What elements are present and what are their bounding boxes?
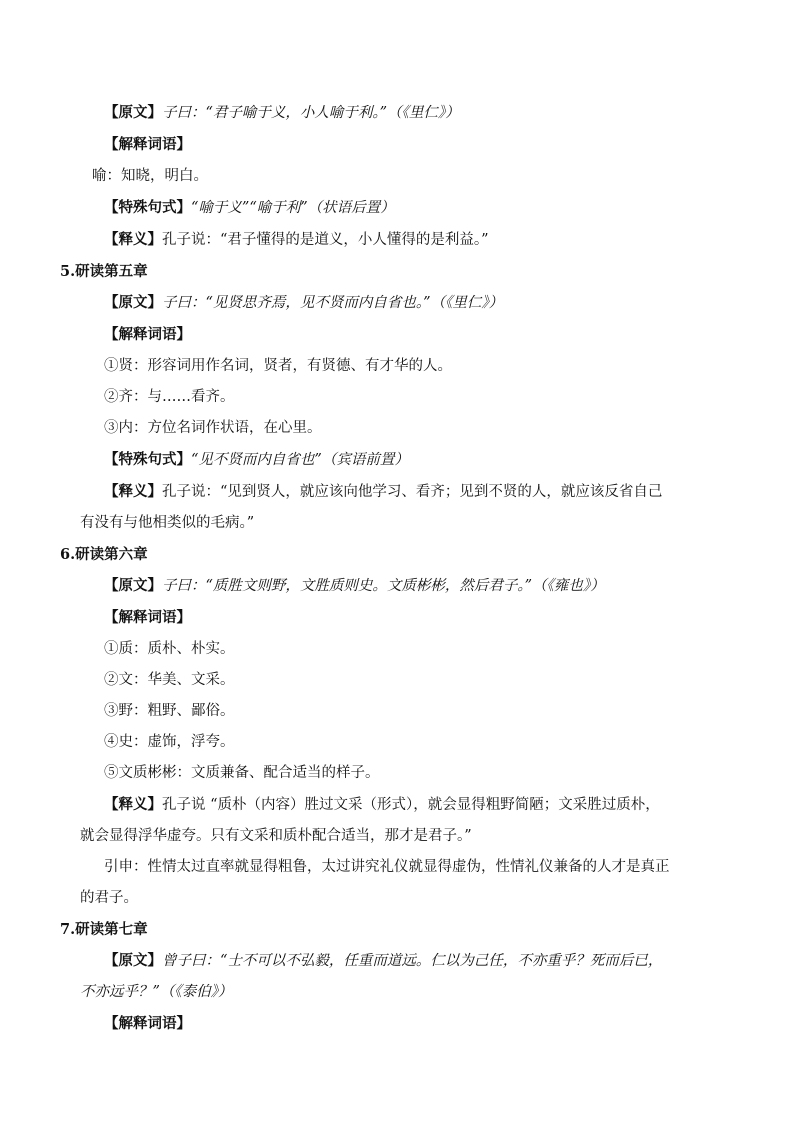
sec6-vocab-1: ①质：质朴、朴实。 bbox=[104, 641, 235, 657]
orig-text: 子曰：“见贤思齐焉，见不贤而内自省也。”（《里仁》） bbox=[162, 295, 504, 311]
meaning-tag: 【释义】 bbox=[104, 483, 162, 500]
orig-tag: 【原文】 bbox=[104, 294, 162, 311]
vocab-tag: 【解释词语】 bbox=[104, 136, 191, 153]
document-content bbox=[60, 97, 724, 1040]
sec6-meaning-cont: 就会显得浮华虚夸。只有文采和质朴配合适当，那才是君子。” bbox=[80, 828, 472, 844]
orig-text: 子曰：“君子喻于义，小人喻于利。”（《里仁》） bbox=[162, 105, 460, 121]
vocab-tag: 【解释词语】 bbox=[104, 326, 191, 343]
sec6-vocab-2: ②文：华美、文采。 bbox=[104, 672, 235, 688]
orig-text: 子曰：“质胜文则野，文胜质则史。文质彬彬，然后君子。”（《雍也》） bbox=[162, 578, 605, 594]
sec6-extend-cont: 的君子。 bbox=[80, 890, 138, 906]
sec5-vocab-3: ③内：方位名词作状语，在心里。 bbox=[104, 420, 322, 436]
sec4-special bbox=[92, 192, 724, 224]
sec6-vocab-5: ⑤文质彬彬：文质兼备、配合适当的样子。 bbox=[104, 765, 380, 781]
sec5-meaning-cont: 有没有与他相类似的毛病。” bbox=[80, 515, 255, 531]
orig-tag: 【原文】 bbox=[104, 577, 162, 594]
sec5-vocab-1: ①贤：形容词用作名词，贤者，有贤德、有才华的人。 bbox=[104, 358, 452, 374]
sec5-special bbox=[92, 444, 724, 476]
meaning-text: 孔子说 “质朴（内容）胜过文采（形式），就会显得粗野简陋；文采胜过质朴， bbox=[162, 797, 660, 813]
sec5-vocab-2: ②齐：与……看齐。 bbox=[104, 389, 235, 405]
special-tag: 【特殊句式】 bbox=[104, 199, 191, 216]
orig-tag: 【原文】 bbox=[104, 104, 162, 121]
sec7-original-cont: 不亦远乎？”（《泰伯》） bbox=[80, 984, 233, 1000]
sec5-meaning bbox=[92, 476, 724, 508]
meaning-tag: 【释义】 bbox=[104, 231, 162, 248]
sec6-vocab-3: ③野：粗野、鄙俗。 bbox=[104, 703, 235, 719]
sec6-extend: 引申：性情太过直率就显得粗鲁，太过讲究礼仪就显得虚伪，性情礼仪兼备的人才是真正 bbox=[104, 859, 670, 875]
sec4-vocab-1: 喻：知晓，明白。 bbox=[92, 168, 208, 184]
special-text: “喻于义”“喻于利”（状语后置） bbox=[191, 200, 395, 216]
sec5-heading: 5.研读第五章 bbox=[60, 263, 148, 280]
special-text: “见不贤而内自省也”（宾语前置） bbox=[191, 452, 409, 468]
sec7-original bbox=[92, 945, 724, 977]
orig-text: 曾子曰：“士不可以不弘毅，任重而道远。仁以为己任，不亦重乎？死而后已， bbox=[162, 953, 663, 969]
sec5-vocab-heading bbox=[92, 319, 724, 351]
sec6-vocab-4: ④史：虚饰，浮夸。 bbox=[104, 734, 235, 750]
sec5-original bbox=[92, 287, 724, 319]
sec6-original bbox=[92, 570, 724, 602]
meaning-tag: 【释义】 bbox=[104, 796, 162, 813]
sec4-vocab-heading bbox=[92, 129, 724, 161]
sec4-original bbox=[92, 97, 724, 129]
meaning-text: 孔子说：“见到贤人，就应该向他学习、看齐；见到不贤的人，就应该反省自己 bbox=[162, 484, 663, 500]
sec6-meaning bbox=[92, 789, 724, 821]
sec6-heading: 6.研读第六章 bbox=[60, 546, 148, 563]
sec7-heading: 7.研读第七章 bbox=[60, 921, 148, 938]
sec7-vocab-heading bbox=[92, 1008, 724, 1040]
sec6-vocab-heading bbox=[92, 602, 724, 634]
orig-tag: 【原文】 bbox=[104, 952, 162, 969]
vocab-tag: 【解释词语】 bbox=[104, 609, 191, 626]
special-tag: 【特殊句式】 bbox=[104, 451, 191, 468]
meaning-text: 孔子说：“君子懂得的是道义，小人懂得的是利益。” bbox=[162, 232, 489, 248]
sec4-meaning bbox=[92, 224, 724, 256]
vocab-tag: 【解释词语】 bbox=[104, 1015, 191, 1032]
